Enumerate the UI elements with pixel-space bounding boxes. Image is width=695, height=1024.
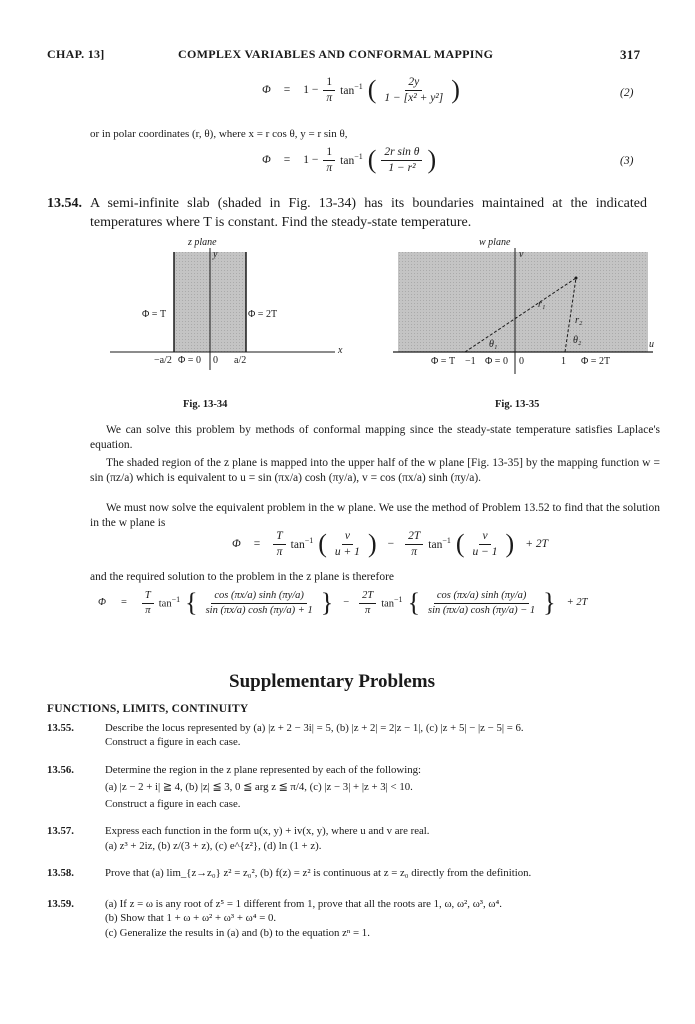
eqz-coef1 [142, 590, 154, 616]
eqw-coef1-den: π [276, 545, 283, 558]
eqw-tan2-sup: −1 [442, 535, 451, 545]
eq2-lhs: Φ [262, 83, 271, 96]
solution-paragraph-2: The shaded region of the z plane is mapped into the upper half of the w plane [Fig. 13-35] by the mapping function w = sin (πz/a) which is equivalent to u = sin (πx/a) cosh (πy/a), v = cos (πx/a) sinh (πy/a). [90, 457, 660, 484]
problem-item [47, 721, 657, 750]
fig35-v-label: v [519, 249, 524, 260]
eqw-minus: − [387, 537, 395, 550]
eq2-one-minus: 1 − [303, 83, 319, 96]
eq3-tan-sup: −1 [354, 151, 363, 161]
eqz-coef2 [359, 590, 376, 616]
eqz-arg1-num: cos (πx/a) sinh (πy/a) [211, 590, 307, 604]
fig34-svg [110, 234, 350, 374]
eqz-tan1-word: tan [158, 598, 172, 610]
problem-body [105, 824, 657, 853]
fig35-right-phi: Φ = 2T [581, 356, 611, 367]
left-paren: ( [318, 529, 327, 559]
problem-text: A semi-infinite slab (shaded in Fig. 13-34) has its boundaries maintained at the indicated temperatures where T is constant. Find the steady-state temperature. [90, 196, 647, 230]
problem-line: Express each function in the form u(x, y) + iv(x, y), where u and v are real. [105, 825, 430, 838]
problem-line: Construct a figure in each case. [105, 736, 241, 749]
fig34-bottom-zero: 0 [213, 355, 218, 366]
fig35-u-label: u [649, 339, 654, 350]
supplementary-problems-list [47, 721, 657, 940]
eqz-arg2-num: cos (πx/a) sinh (πy/a) [434, 590, 530, 604]
problem-line: (b) Show that 1 + ω + ω² + ω³ + ω⁴ = 0. [105, 912, 277, 925]
eqz-coef1-den: π [145, 604, 151, 616]
eqw-arg2-den: u − 1 [472, 545, 498, 558]
problem-body [105, 763, 657, 812]
fig35-minus-one: −1 [465, 356, 476, 367]
equation-2 [262, 76, 460, 104]
eqz-arg1-den: sin (πx/a) cosh (πy/a) + 1 [205, 604, 313, 616]
eq3-tan-word: tan [340, 154, 355, 167]
figure-13-34 [110, 234, 350, 374]
eqw-arg2 [470, 530, 501, 558]
eqw-coef2-num: 2T [405, 530, 423, 545]
fig34-bottom-phi: Φ = 0 [178, 355, 201, 366]
problem-line: Describe the locus represented by (a) |z + 2 − 3i| = 5, (b) |z + 2| = 2|z − 1|, (c) |z + 5| − |z − 5| = 6. [105, 722, 524, 734]
eq2-tan [340, 82, 363, 99]
left-paren: ( [367, 75, 377, 105]
right-brace: } [543, 588, 556, 618]
fig35-shaded-region [398, 252, 648, 352]
eq2-tan-sup: −1 [354, 81, 363, 91]
problem-line: (a) z³ + 2iz, (b) z/(3 + z), (c) e^{z²}, (d) ln (1 + z). [105, 839, 322, 852]
eq3-tan [340, 152, 363, 169]
problem-13-54 [47, 195, 647, 233]
eqw-arg1-den: u + 1 [334, 545, 360, 558]
eq3-label: (3) [620, 155, 634, 167]
fig34-bottom-left: −a/2 [154, 355, 172, 366]
fig35-r1-label: r₁ [538, 299, 546, 310]
fig34-left-label: Φ = T [142, 309, 167, 320]
eqz-tan1 [159, 595, 180, 611]
eq2-coef-den: π [326, 91, 333, 104]
right-paren: ) [427, 145, 437, 175]
solution-paragraph-3: We must now solve the equivalent problem in the w plane. We use the method of Problem 13.52 to find that the solution in the w plane is [90, 502, 660, 529]
eqw-coef2-den: π [411, 545, 418, 558]
fig35-theta1-label: θ₁ [489, 339, 498, 350]
right-brace: } [320, 588, 334, 618]
eqw-arg1-num: v [342, 530, 353, 545]
right-paren: ) [367, 529, 377, 559]
eq3-equals: = [283, 153, 291, 166]
eq3-lhs: Φ [262, 153, 271, 166]
eq2-label: (2) [620, 87, 634, 99]
eq2-coef [323, 76, 335, 104]
eqz-coef1-num: T [142, 590, 154, 604]
problem-number: 13.58. [47, 866, 74, 879]
left-brace: { [407, 588, 421, 618]
eqw-tan2 [428, 536, 451, 553]
right-paren: ) [505, 529, 515, 559]
fig34-caption: Fig. 13-34 [183, 399, 228, 410]
eqw-lhs: Φ [232, 537, 241, 550]
polar-text: or in polar coordinates (r, θ), where x = r cos θ, y = r sin θ, [90, 128, 348, 140]
eq3-coef-num: 1 [323, 146, 335, 161]
right-paren: ) [451, 75, 460, 105]
eqz-tan2-sup: −1 [394, 594, 403, 604]
page-number: 317 [620, 47, 641, 62]
eqz-coef2-num: 2T [359, 590, 376, 604]
running-title: COMPLEX VARIABLES AND CONFORMAL MAPPING [178, 47, 494, 61]
fig34-plane-label: z plane [188, 237, 217, 248]
problem-item [47, 866, 657, 880]
eqz-lhs: Φ [98, 597, 106, 609]
figure-13-35 [393, 234, 658, 379]
subsection-heading: FUNCTIONS, LIMITS, CONTINUITY [47, 703, 249, 715]
solution-paragraph-4: and the required solution to the problem in the z plane is therefore [90, 571, 395, 583]
eqw-coef1-num: T [273, 530, 285, 545]
eq2-arg [381, 76, 446, 104]
fig34-x-label: x [338, 345, 343, 356]
fig35-theta2-label: θ₂ [573, 335, 582, 346]
problem-body [105, 897, 657, 940]
problem-item [47, 763, 657, 812]
left-paren: ( [455, 529, 465, 559]
solution-paragraph-1: We can solve this problem by methods of conformal mapping since the steady-state temperature satisfies Laplace's equation. [90, 424, 660, 451]
eqz-tan1-sup: −1 [171, 594, 181, 604]
eq3-coef [323, 146, 335, 174]
eqw-tan1-word: tan [290, 538, 305, 551]
eq2-tan-word: tan [340, 84, 355, 97]
fig35-point [575, 277, 578, 280]
eqw-tan1-sup: −1 [304, 535, 314, 545]
fig35-one: 1 [561, 356, 566, 367]
eq2-equals: = [283, 83, 291, 96]
problem-line: Construct a figure in each case. [105, 798, 241, 810]
eqw-arg2-num: v [479, 530, 490, 545]
eqw-plus: + 2T [525, 537, 548, 550]
chapter-label: CHAP. 13] [47, 47, 105, 61]
problem-number: 13.55. [47, 722, 74, 734]
eqz-arg1 [203, 590, 316, 616]
fig35-caption: Fig. 13-35 [495, 399, 540, 410]
eqw-tan1 [291, 536, 314, 553]
fig35-left-phi: Φ = T [431, 356, 456, 367]
eq3-one-minus: 1 − [303, 153, 319, 166]
eqw-tan2-word: tan [428, 538, 443, 551]
eqz-tan2-word: tan [381, 598, 395, 610]
fig34-y-label: y [213, 249, 218, 260]
eqz-arg2-den: sin (πx/a) cosh (πy/a) − 1 [428, 604, 536, 616]
eqz-equals: = [121, 597, 127, 609]
equation-z-plane [98, 590, 587, 616]
eqz-minus: − [343, 597, 350, 609]
problem-body [105, 866, 657, 880]
supplementary-title: Supplementary Problems [229, 671, 436, 692]
eqz-arg2 [425, 590, 538, 616]
eqw-arg1 [332, 530, 363, 558]
problem-line: (a) |z − 2 + i| ≧ 4, (b) |z| ≦ 3, 0 ≦ arg z ≦ π/4, (c) |z − 3| + |z + 3| < 10. [105, 780, 413, 793]
problem-line: Prove that (a) lim_{z→z₀} z² = z₀², (b) f(z) = z² is continuous at z = z₀ directly from the definition. [105, 866, 532, 879]
eqw-equals: = [253, 537, 261, 550]
eqz-coef2-den: π [365, 604, 371, 616]
eqz-tan2 [381, 595, 402, 611]
problem-number: 13.54. [47, 196, 82, 211]
fig35-zero: 0 [519, 356, 524, 367]
fig35-r2-label: r₂ [575, 315, 583, 326]
left-paren: ( [367, 145, 377, 175]
equation-3 [262, 146, 436, 174]
eqz-plus: + 2T [566, 597, 588, 609]
problem-number: 13.56. [47, 763, 74, 776]
eq3-arg [381, 146, 422, 174]
eq3-arg-den: 1 − r² [388, 161, 416, 174]
problem-number: 13.57. [47, 825, 74, 838]
eq2-arg-num: 2y [405, 76, 422, 91]
problem-line: (c) Generalize the results in (a) and (b) to the equation zⁿ = 1. [105, 926, 370, 939]
eq2-coef-num: 1 [323, 76, 335, 91]
fig34-bottom-right: a/2 [234, 355, 247, 366]
problem-item [47, 824, 657, 853]
fig35-mid-phi: Φ = 0 [485, 356, 508, 367]
fig35-plane-label: w plane [479, 237, 511, 248]
fig34-right-label: Φ = 2T [248, 309, 278, 320]
eqw-coef2 [405, 530, 423, 558]
problem-body [105, 721, 657, 750]
problem-line: Determine the region in the z plane represented by each of the following: [105, 763, 421, 776]
problem-number: 13.59. [47, 898, 74, 910]
eq3-coef-den: π [326, 161, 333, 174]
eqw-coef1 [273, 530, 285, 558]
eq2-arg-den: 1 − [x² + y²] [384, 91, 444, 104]
equation-w-plane [232, 530, 548, 558]
problem-line: (a) If z = ω is any root of z⁵ = 1 different from 1, prove that all the roots are 1, ω, ω², ω³, ω⁴. [105, 898, 503, 910]
problem-item [47, 897, 657, 940]
left-brace: { [185, 588, 198, 618]
eq3-arg-num: 2r sin θ [381, 146, 422, 161]
